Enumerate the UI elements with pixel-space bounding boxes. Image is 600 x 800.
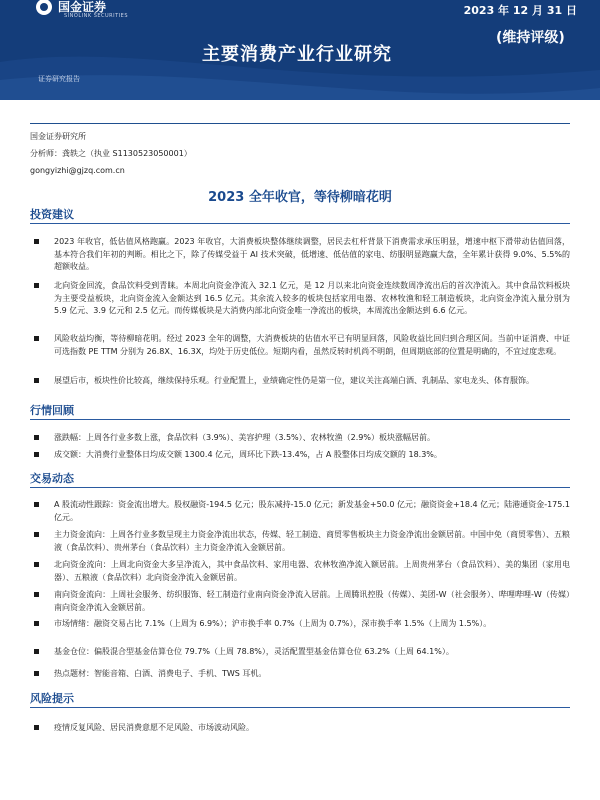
bullet-icon — [34, 649, 39, 654]
section-title: 投资建议 — [30, 208, 74, 221]
bullet-icon — [34, 671, 39, 676]
bullet-icon — [34, 239, 39, 244]
section-divider — [30, 223, 570, 224]
section-divider — [30, 707, 570, 708]
report-date: 2023 年 12 月 31 日 — [463, 4, 577, 17]
item-text: 主力资金流向：上周各行业多数呈现主力资金净流出状态，传媒、轻工制造、商贸零售板块主力资金净流出金额居前。中国中免（商贸零售）、五粮液（食品饮料）、贵州茅台（食品饮料）主力资金净流入金额居前。 — [54, 530, 570, 552]
item-text: 北向资金回流，食品饮料受到青睐。本周北向资金净流入 32.1 亿元，是 12 月以来北向资金连续数周净流出后的首次净流入。其中食品饮料板块为主要受益板块，北向资金流入金额达到 16.5 亿元。其余流入较多的板块包括家用电器、农林牧渔和轻工制造板块，北向资金净流入量分别为 5.9 亿元、3.9 亿元和 2.5 亿元。而传媒板块是大消费内部北向资金唯一净流出的板块，本周流出金额达到 6.6 亿元。 — [54, 281, 570, 315]
section-divider — [30, 487, 570, 488]
bullet-icon — [34, 336, 39, 341]
analyst-email: gongyizhi@gjzq.com.cn — [30, 166, 125, 175]
item-text: 北向资金流向：上周北向资金大多呈净流入，其中食品饮料、家用电器、农林牧渔净流入额居前。上周贵州茅台（食品饮料）、美的集团（家用电器）、五粮液（食品饮料）北向资金净流入金额居前。 — [54, 560, 570, 582]
item-text: 涨跌幅：上周各行业多数上涨，食品饮料（3.9%）、美容护理（3.5%）、农林牧渔（2.9%）板块涨幅居前。 — [54, 433, 435, 442]
item-text: 2023 年收官，低估值风格跑赢。2023 年收官，大消费板块整体继续调整，居民去杠杆背景下消费需求承压明显，增速中枢下滑带动估值回落，基本符合我们年初的判断。相比之下，除了传媒受益于 AI 技术突破，低增速、低估值的家电、纺服明显跑赢大盘，全年累计获得 9.0%、5.5%的超额收益。 — [54, 237, 570, 271]
logo-text: 国金证券 — [58, 0, 107, 14]
item-text: 疫情反复风险、居民消费意愿不足风险、市场波动风险。 — [54, 723, 254, 732]
section-title: 交易动态 — [30, 472, 74, 485]
item-text: 市场情绪：融资交易占比 7.1%（上周为 6.9%）；沪市换手率 0.7%（上周为 0.7%），深市换手率 1.5%（上周为 1.5%）。 — [54, 619, 492, 628]
section-trade — [30, 473, 570, 489]
bullet-icon — [34, 532, 39, 537]
list-item — [34, 618, 570, 631]
list-item — [34, 589, 570, 614]
list-item — [34, 236, 570, 274]
list-item — [34, 529, 570, 554]
bullet-icon — [34, 562, 39, 567]
bullet-icon — [34, 283, 39, 288]
header-divider — [30, 123, 570, 124]
item-text: A 股流动性跟踪：资金流出增大。股权融资-194.5 亿元；股东减持-15.0 亿元；新发基金+50.0 亿元；融资资金+18.4 亿元；陆港通资金-175.1 亿元。 — [54, 500, 570, 522]
report-subtitle: 2023 全年收官，等待柳暗花明 — [208, 190, 392, 205]
section-title: 行情回顾 — [30, 404, 74, 417]
list-item — [34, 333, 570, 358]
report-title: 主要消费产业行业研究 — [202, 44, 392, 65]
bullet-icon — [34, 502, 39, 507]
rating-label: (维持评级) — [496, 30, 565, 46]
bullet-icon — [34, 378, 39, 383]
list-item — [34, 375, 570, 388]
bullet-icon — [34, 621, 39, 626]
section-divider — [30, 419, 570, 420]
item-text: 成交额：大消费行业整体日均成交额 1300.4 亿元，周环比下跌-13.4%，占 A 股整体日均成交额的 18.3%。 — [54, 450, 442, 459]
list-item — [34, 559, 570, 584]
list-item — [34, 432, 570, 445]
list-item — [34, 646, 570, 659]
section-title: 风险提示 — [30, 692, 74, 705]
list-item — [34, 280, 570, 318]
analyst-info: 分析师：龚轶之（执业 S1130523050001） — [30, 149, 192, 158]
list-item — [34, 449, 570, 462]
report-header — [0, 0, 600, 100]
bullet-icon — [34, 452, 39, 457]
list-item — [34, 499, 570, 524]
list-item — [34, 722, 570, 735]
bullet-icon — [34, 592, 39, 597]
item-text: 南向资金流向：上周社会服务、纺织服饰、轻工制造行业南向资金净流入居前。上周腾讯控股（传媒）、美团-W（社会服务）、哔哩哔哩-W（传媒）南向资金净流入金额居前。 — [54, 590, 570, 612]
bullet-icon — [34, 725, 39, 730]
logo-icon — [36, 0, 52, 15]
bullet-icon — [34, 435, 39, 440]
section-market — [30, 405, 570, 421]
institute-name: 国金证券研究所 — [30, 132, 86, 141]
report-type: 证券研究报告 — [38, 75, 80, 83]
item-text: 热点题材：智能音箱、白酒、消费电子、手机、TWS 耳机。 — [54, 669, 267, 678]
item-text: 基金仓位：偏股混合型基金估算仓位 79.7%（上周 78.8%），灵活配置型基金估算仓位 63.2%（上周 64.1%）。 — [54, 647, 454, 656]
item-text: 风险收益均衡，等待柳暗花明。经过 2023 全年的调整，大消费板块的估值水平已有明显回落，风险收益比回归到合理区间。当前中证消费、中证可选指数 PE TTM 分别为 26.8X、16.3X，均处于历史低位。短期内看，虽然反转时机尚不明朗，但周期底部的位置是明确的，不宜过度悲观。 — [54, 334, 570, 356]
section-risk — [30, 693, 570, 709]
section-invest — [30, 209, 570, 225]
logo-subtext: SINOLINK SECURITIES — [64, 13, 128, 19]
item-text: 展望后市，板块性价比较高，继续保持乐观。行业配置上，业绩确定性仍是第一位，建议关注高端白酒、乳制品、家电龙头、体育服饰。 — [54, 376, 534, 385]
list-item — [34, 668, 570, 681]
